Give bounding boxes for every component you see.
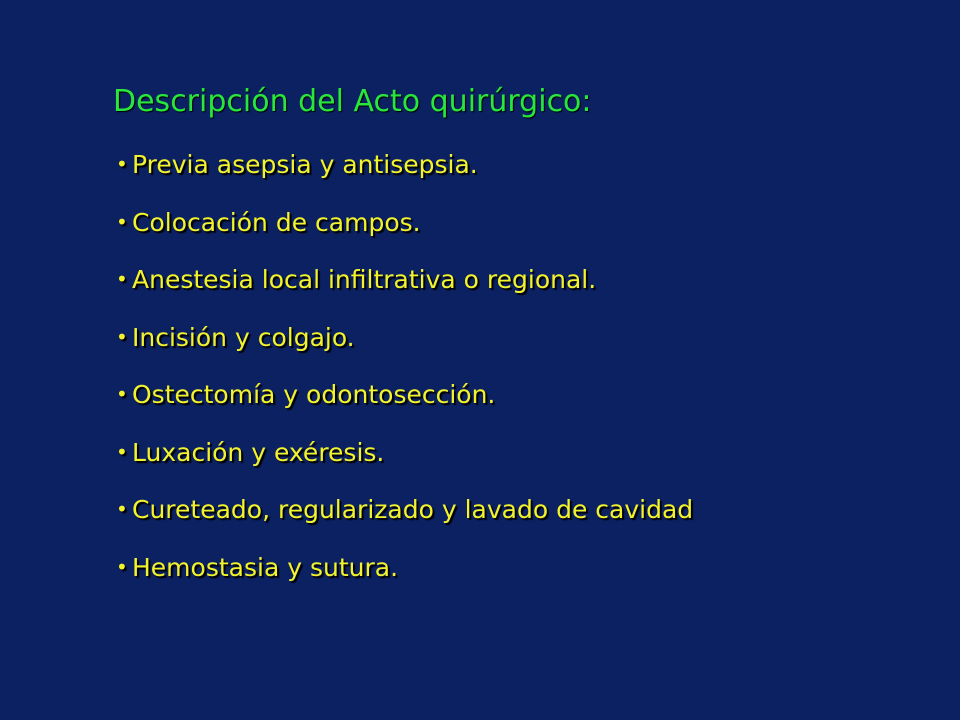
list-item-text: Anestesia local infiltrativa o regional. — [132, 265, 597, 294]
bullet-icon: • — [116, 497, 128, 521]
bullet-icon: • — [116, 554, 128, 579]
list-item — [116, 136, 693, 194]
slide-title: Descripción del Acto quirúrgico: — [113, 84, 592, 119]
list-item — [116, 481, 693, 539]
bullet-icon: • — [116, 382, 128, 406]
bullet-icon: • — [116, 439, 128, 464]
bullet-list — [116, 136, 693, 596]
list-item-text: Cureteado, regularizado y lavado de cavidad — [132, 495, 694, 524]
bullet-icon: • — [116, 267, 128, 291]
list-item-text: Previa asepsia y antisepsia. — [132, 150, 478, 179]
list-item — [116, 366, 693, 424]
list-item — [116, 251, 693, 309]
list-item — [116, 424, 693, 482]
bullet-icon: • — [116, 209, 128, 234]
list-item-text: Ostectomía y odontosección. — [132, 380, 496, 409]
list-item-text: Luxación y exéresis. — [132, 437, 385, 467]
list-item — [116, 309, 693, 367]
list-item-text: Hemostasia y sutura. — [132, 552, 399, 582]
list-item — [116, 539, 693, 597]
list-item-text: Colocación de campos. — [132, 207, 421, 237]
list-item — [116, 194, 693, 252]
bullet-icon: • — [116, 324, 128, 349]
list-item-text: Incisión y colgajo. — [132, 322, 355, 352]
bullet-icon: • — [116, 152, 128, 176]
